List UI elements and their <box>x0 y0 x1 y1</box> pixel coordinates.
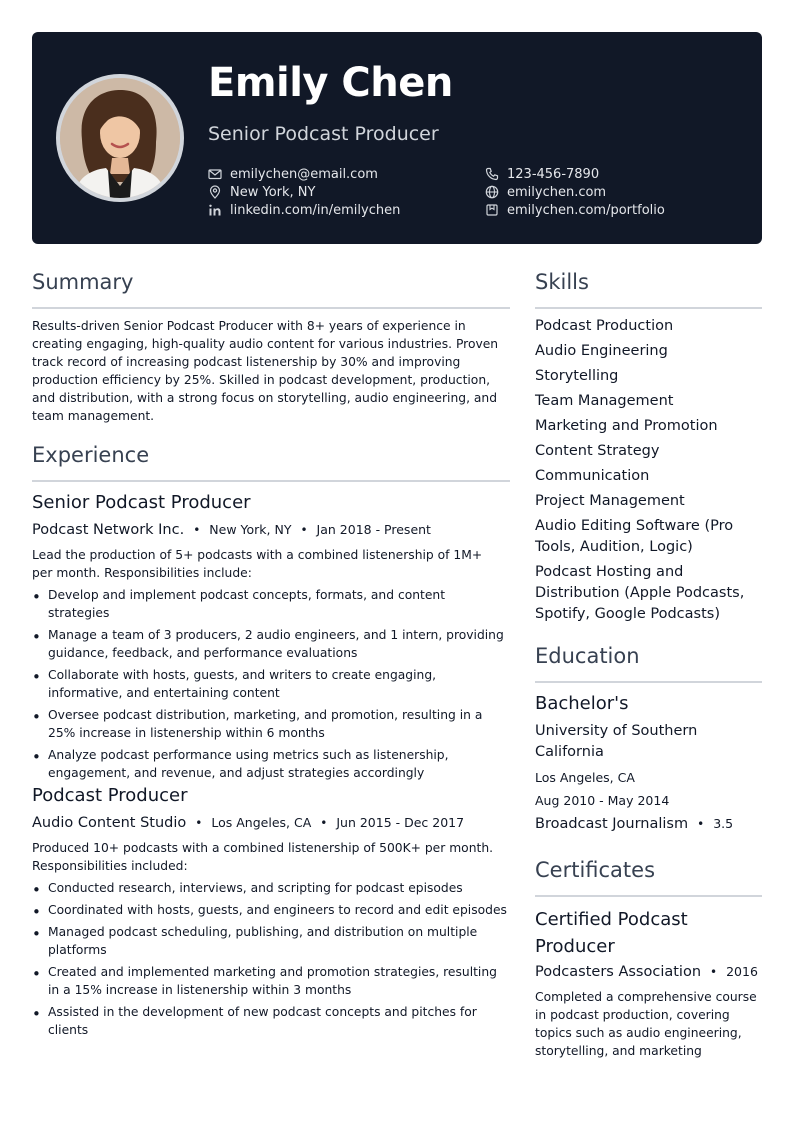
separator-dot: • <box>195 816 203 830</box>
list-item: • Managed podcast scheduling, publishing, and distribution on multiple platforms <box>32 923 510 959</box>
job-bullets <box>32 586 510 786</box>
job-meta <box>32 815 464 831</box>
skill-item: Communication <box>535 468 650 484</box>
education-heading: Education <box>535 644 640 668</box>
contact-phone-text: 123-456-7890 <box>507 166 600 182</box>
contact-location <box>208 183 315 201</box>
summary-divider <box>32 307 510 309</box>
contact-linkedin[interactable] <box>208 201 400 219</box>
skill-item: Team Management <box>535 393 674 409</box>
summary-heading: Summary <box>32 270 134 294</box>
contact-website-text: emilychen.com <box>507 184 607 200</box>
education-gpa: 3.5 <box>713 816 734 831</box>
list-item: • Develop and implement podcast concepts, formats, and content strategies <box>32 586 510 622</box>
contact-email[interactable] <box>208 165 378 183</box>
resume-header <box>32 32 762 244</box>
separator-dot: • <box>697 817 705 831</box>
skills-heading: Skills <box>535 270 589 294</box>
separator-dot: • <box>300 523 308 537</box>
contact-website[interactable] <box>485 183 606 201</box>
skills-list <box>535 316 763 629</box>
certificate-name: Certified Podcast Producer <box>535 909 688 957</box>
experience-divider <box>32 480 510 482</box>
job-location: New York, NY <box>209 522 292 537</box>
job-meta <box>32 522 431 538</box>
list-item: • Conducted research, interviews, and scripting for podcast episodes <box>32 879 510 897</box>
list-item: • Coordinated with hosts, guests, and engineers to record and edit episodes <box>32 901 510 919</box>
experience-heading: Experience <box>32 443 150 467</box>
job-dates: Jan 2018 - Present <box>316 522 431 537</box>
certificate-year: 2016 <box>726 964 758 979</box>
job-bullets <box>32 879 510 1043</box>
job-title: Podcast Producer <box>32 785 188 806</box>
profile-photo <box>56 74 184 202</box>
skill-item: Project Management <box>535 493 685 509</box>
skill-item: Content Strategy <box>535 443 660 459</box>
job-intro: Produced 10+ podcasts with a combined listenership of 500K+ per month. Responsibilities included: <box>32 841 494 873</box>
skill-item: Podcast Hosting and Distribution (Apple Podcasts, Spotify, Google Podcasts) <box>535 564 745 622</box>
education-major-row <box>535 816 733 832</box>
contact-portfolio[interactable] <box>485 201 665 219</box>
candidate-title: Senior Podcast Producer <box>208 123 439 145</box>
skill-item: Podcast Production <box>535 318 674 334</box>
job-intro: Lead the production of 5+ podcasts with a combined listenership of 1M+ per month. Responsibilities include: <box>32 548 483 580</box>
contact-email-text: emilychen@email.com <box>230 166 378 182</box>
summary-text: Results-driven Senior Podcast Producer with 8+ years of experience in creating engaging, high-quality audio content for various industries. Proven track record of increasing podcast listenership by 30% and improving production efficiency by 25%. Skilled in podcast development, production, and distribution, with a strong focus on storytelling, audio engineering, and team management. <box>32 319 499 423</box>
skills-divider <box>535 307 762 309</box>
list-item: • Analyze podcast performance using metrics such as listenership, engagement, and revenue, and adjust strategies accordingly <box>32 746 510 782</box>
list-item: • Oversee podcast distribution, marketing, and promotion, resulting in a 25% increase in listenership within 6 months <box>32 706 510 742</box>
contact-linkedin-text: linkedin.com/in/emilychen <box>230 202 401 218</box>
job-company: Audio Content Studio <box>32 815 187 831</box>
candidate-name: Emily Chen <box>208 60 453 106</box>
list-item: • Collaborate with hosts, guests, and writers to create engaging, informative, and entertaining content <box>32 666 510 702</box>
skill-item: Marketing and Promotion <box>535 418 718 434</box>
job-dates: Jun 2015 - Dec 2017 <box>336 815 465 830</box>
certificates-divider <box>535 895 762 897</box>
certificate-issuer: Podcasters Association <box>535 964 702 980</box>
location-pin-icon <box>208 185 222 199</box>
list-item: • Manage a team of 3 producers, 2 audio engineers, and 1 intern, providing guidance, feedback, and performance evaluations <box>32 626 510 662</box>
mail-icon <box>208 167 222 181</box>
skill-item: Audio Editing Software (Pro Tools, Audition, Logic) <box>535 518 734 555</box>
job-location: Los Angeles, CA <box>211 815 312 830</box>
education-dates: Aug 2010 - May 2014 <box>535 793 670 808</box>
separator-dot: • <box>710 965 718 979</box>
contact-portfolio-text: emilychen.com/portfolio <box>507 202 665 218</box>
education-school: University of Southern California <box>535 723 698 760</box>
list-item: • Assisted in the development of new podcast concepts and pitches for clients <box>32 1003 510 1039</box>
education-major: Broadcast Journalism <box>535 816 689 832</box>
separator-dot: • <box>193 523 201 537</box>
education-degree: Bachelor's <box>535 693 629 714</box>
job-title: Senior Podcast Producer <box>32 492 251 513</box>
skill-item: Storytelling <box>535 368 619 384</box>
globe-icon <box>485 185 499 199</box>
contact-phone[interactable] <box>485 165 599 183</box>
education-location: Los Angeles, CA <box>535 770 635 785</box>
skill-item: Audio Engineering <box>535 343 668 359</box>
separator-dot: • <box>320 816 328 830</box>
certificate-issuer-row <box>535 964 758 980</box>
portfolio-icon <box>485 203 499 217</box>
education-divider <box>535 681 762 683</box>
phone-icon <box>485 167 499 181</box>
linkedin-icon <box>208 203 222 217</box>
job-company: Podcast Network Inc. <box>32 522 185 538</box>
contact-location-text: New York, NY <box>230 184 316 200</box>
certificates-heading: Certificates <box>535 858 656 882</box>
certificate-description: Completed a comprehensive course in podcast production, covering topics such as audio engineering, storytelling, and marketing <box>535 990 757 1058</box>
list-item: • Created and implemented marketing and promotion strategies, resulting in a 15% increase in listenership within 3 months <box>32 963 510 999</box>
